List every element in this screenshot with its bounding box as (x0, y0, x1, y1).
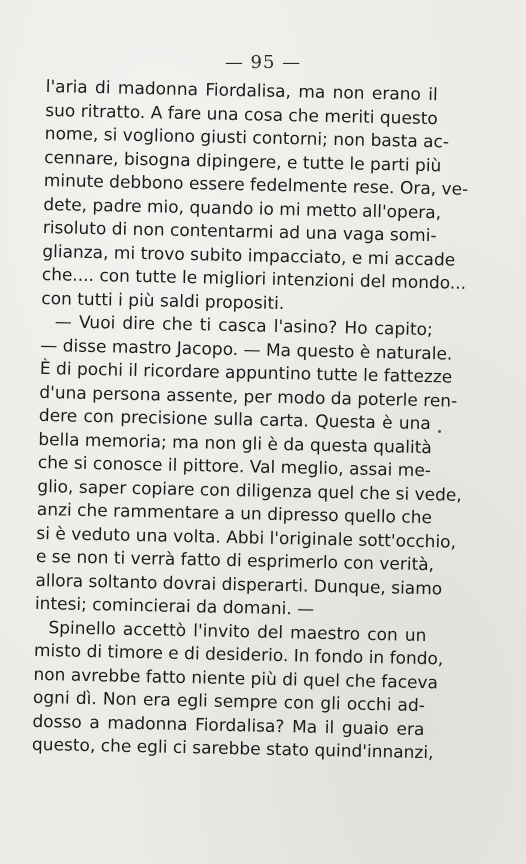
text-line: — disse mastro Jacopo. — Ma questo è naturale. (40, 335, 453, 365)
text-line: minute debbono essere fedelmente rese. Ora, ve- (43, 170, 469, 200)
body-text (31, 76, 469, 766)
page-number: — 95 — (224, 52, 302, 73)
text-line: — Vuoi dire che ti casca l'asino? Ho capito; (54, 312, 433, 341)
text-line: questo, che egli ci sarebbe stato quind'innanzi, (31, 734, 434, 764)
text-line: con tutti i più saldi propositi. (41, 288, 285, 314)
text-line: risoluto di non contentarmi ad una vaga somi- (42, 217, 437, 247)
text-line: non avrebbe fatto niente più di quel che faceva (33, 664, 439, 693)
text-line: glianza, mi trovo subito impacciato, e mi accade (42, 241, 456, 271)
text-line: d'una persona assente, per modo da poterle ren- (39, 382, 458, 412)
text-line: bella memoria; ma non gli è da questa qualità (38, 429, 433, 458)
text-line: e se non ti verrà fatto di esprimerlo con verità, (35, 546, 435, 576)
text-line: allora soltanto dovrai disperarti. Dunque, siamo (35, 570, 443, 599)
text-line: anzi che rammentare a un dipresso quello che (36, 499, 433, 529)
text-line: si è veduto una volta. Abbi l'originale sott'occhio, (36, 523, 457, 553)
text-line: ogni dì. Non era egli sempre con gli occhi ad- (32, 687, 426, 717)
text-line: misto di timore e di desiderio. In fondo in fondo, (33, 640, 444, 670)
text-line: che.... con tutte le migliori intenzioni del mondo... (41, 264, 467, 294)
text-line: È di pochi il ricordare appuntino tutte le fattezze (39, 358, 453, 388)
print-speck (438, 430, 441, 433)
text-line: dosso a madonna Fiordalisa? Ma il guaio era (32, 711, 425, 740)
text-line: che si conosce il pittore. Val meglio, assai me- (37, 452, 432, 482)
text-line: dete, padre mio, quando io mi metto all'opera, (43, 194, 442, 223)
text-line: suo ritratto. A fare una cosa che meriti questo (45, 100, 439, 129)
text-line: cennare, bisogna dipingere, e tutte le parti più (44, 147, 442, 176)
text-line: intesi; comincierai da domani. — (34, 593, 315, 620)
text-line: nome, si vogliono giusti contorni; non basta ac- (44, 123, 450, 153)
text-line: l'aria di madonna Fiordalisa, ma non erano il (45, 76, 438, 106)
text-line: glio, saper copiare con diligenza quel che si vede, (37, 476, 462, 506)
text-line: Spinello accettò l'invito del maestro con un (48, 617, 427, 646)
text-line: dere con precisione sulla carta. Questa è una (38, 405, 432, 435)
